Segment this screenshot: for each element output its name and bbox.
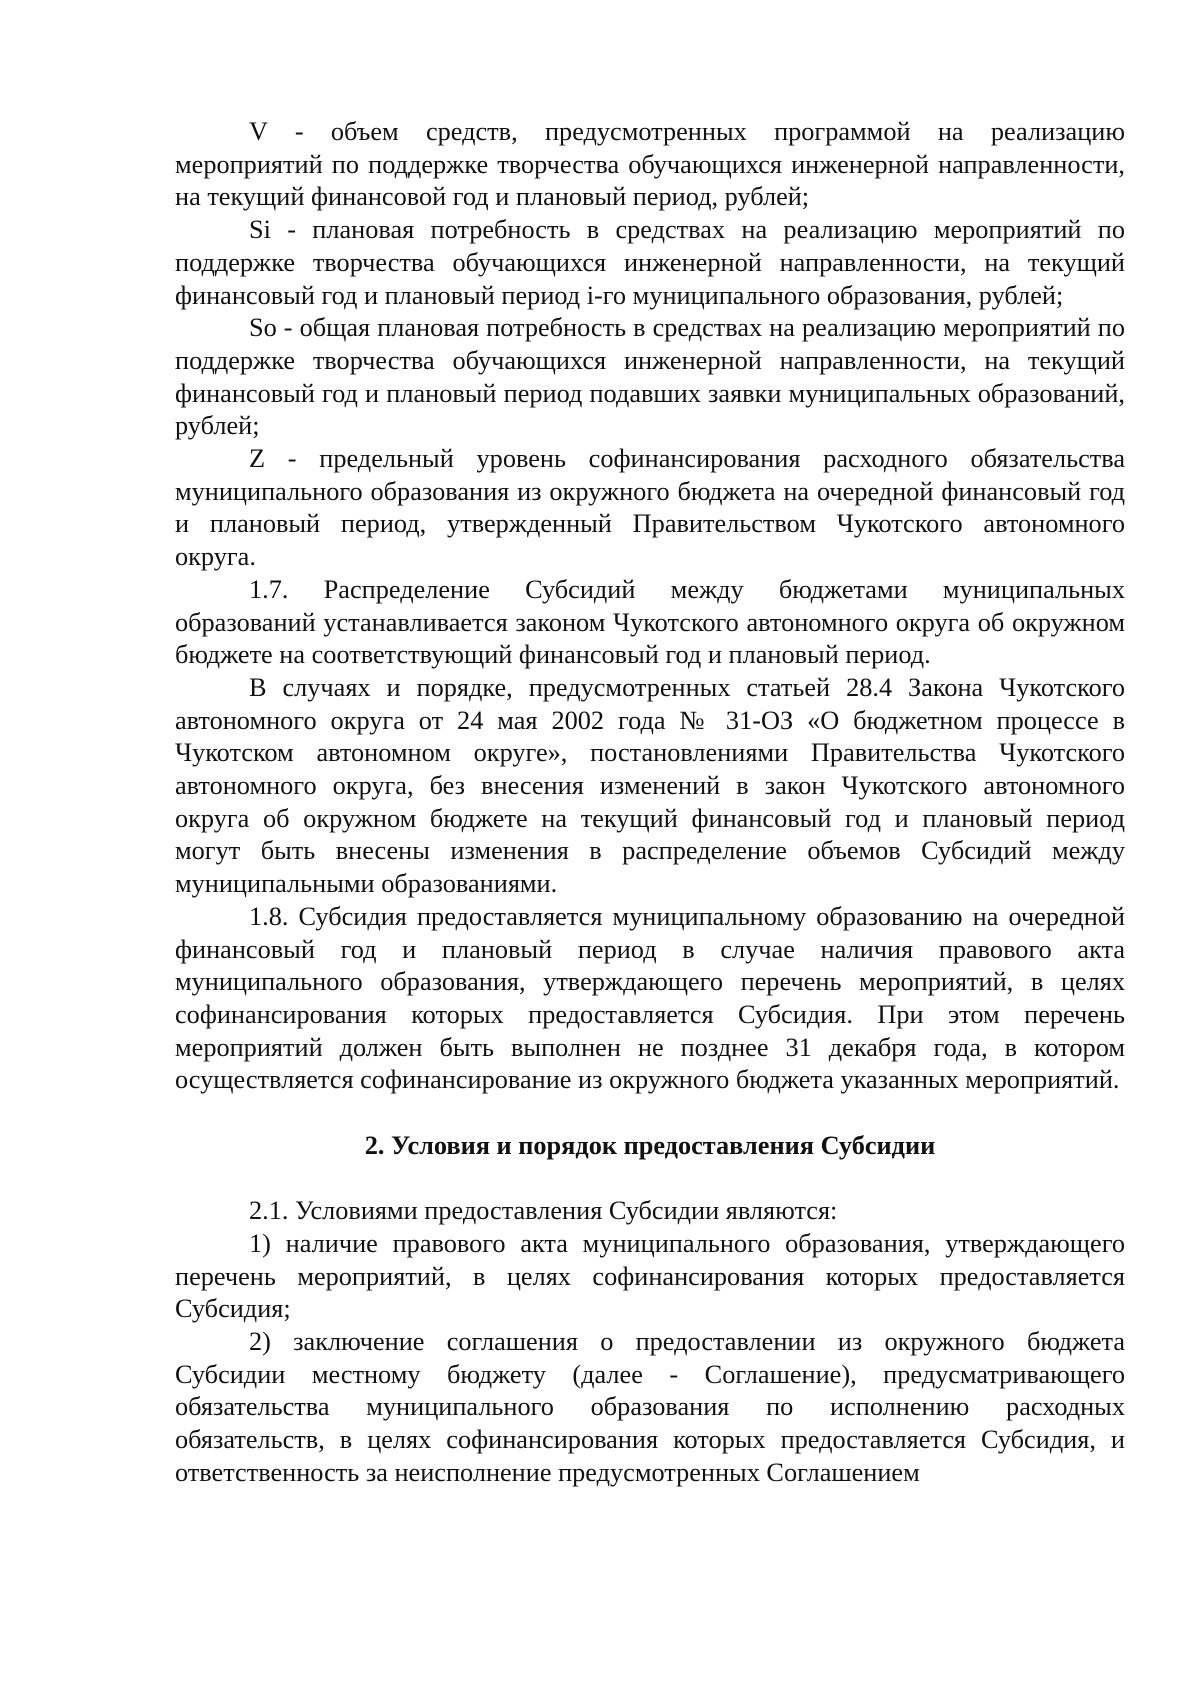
paragraph-so-definition: So - общая плановая потребность в средствах на реализацию мероприятий по поддержке творчества обучающихся инженерной направленности, на текущий финансовый год и плановый период подавших заявки муниципальных образований, рублей; <box>175 313 1125 441</box>
paragraph-condition-1: 1) наличие правового акта муниципального образования, утверждающего перечень мероприятий, в целях софинансирования которых предоставляется Субсидия; <box>175 1228 1125 1324</box>
paragraph-2-1: 2.1. Условиями предоставления Субсидии являются: <box>249 1196 838 1226</box>
paragraph-condition-2: 2) заключение соглашения о предоставлении из окружного бюджета Субсидии местному бюджету (далее - Соглашение), предусматривающего обязательства муниципального образования по исполнению расходных обязательств, в целях софинансирования которых предоставляется Субсидия, и ответственность за неисполнение предусмотренных Соглашением <box>175 1326 1125 1487</box>
paragraph-1-8: 1.8. Субсидия предоставляется муниципальному образованию на очередной финансовый год и плановый период в случае наличия правового акта муниципального образования, утверждающего перечень мероприятий, в целях софинансирования которых предоставляется Субсидия. При этом перечень мероприятий должен быть выполнен не позднее 31 декабря года, в котором осуществляется софинансирование из окружного бюджета указанных мероприятий. <box>175 901 1125 1095</box>
paragraph-budget-changes: В случаях и порядке, предусмотренных статьей 28.4 Закона Чукотского автономного округа от 24 мая 2002 года № 31-ОЗ «О бюджетном процессе в Чукотском автономном округе», постановлениями Правительства Чукотского автономного округа, без внесения изменений в закон Чукотского автономного округа об окружном бюджете на текущий финансовый год и плановый период могут быть внесены изменения в распределение объемов Субсидий между муниципальными образованиями. <box>175 672 1125 899</box>
paragraph-1-7: 1.7. Распределение Субсидий между бюджетами муниципальных образований устанавливается законом Чукотского автономного округа об окружном бюджете на соответствующий финансовый год и плановый период. <box>175 574 1125 670</box>
paragraph-si-definition: Si - плановая потребность в средствах на реализацию мероприятий по поддержке творчества обучающихся инженерной направленности, на текущий финансовый год и плановый период i-го муниципального образования, рублей; <box>175 215 1125 310</box>
paragraph-z-definition: Z - предельный уровень софинансирования расходного обязательства муниципального образования из окружного бюджета на очередной финансовый год и плановый период, утвержденный Правительством Чукотского автономного округа. <box>175 444 1125 572</box>
section-heading: 2. Условия и порядок предоставления Субсидии <box>364 1130 936 1160</box>
paragraph-v-definition: V - объем средств, предусмотренных программой на реализацию мероприятий по поддержке творчества обучающихся инженерной направленности, на текущий финансовой год и плановый период, рублей; <box>175 117 1125 212</box>
document-body <box>175 116 1125 1490</box>
